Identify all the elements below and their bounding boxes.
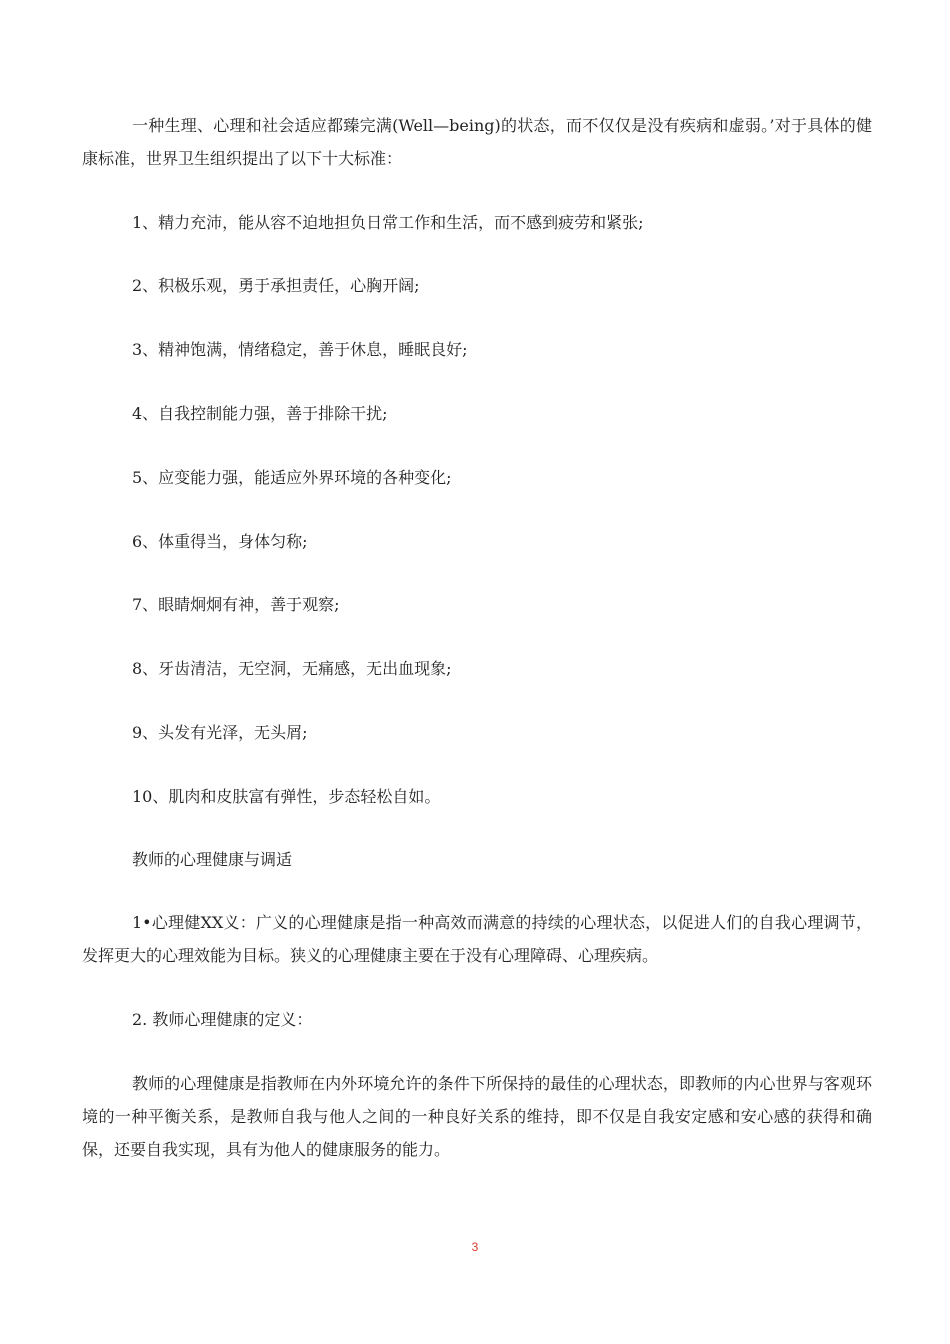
standard-item-2: 2、积极乐观，勇于承担责任，心胸开阔; xyxy=(132,276,420,295)
standard-item-5: 5、应变能力强，能适应外界环境的各种变化; xyxy=(132,468,452,487)
definition-2-heading: 2. 教师心理健康的定义： xyxy=(132,1010,313,1029)
intro-paragraph: 一种生理、心理和社会适应都臻完满(Well—being)的状态，而不仅仅是没有疾病和虚弱。’对于具体的健康标准，世界卫生组织提出了以下十大标准： xyxy=(82,116,872,168)
page-number: 3 xyxy=(471,1240,479,1254)
standard-item-3: 3、精神饱满，情绪稳定，善于休息，睡眠良好; xyxy=(132,340,468,359)
standard-item-1: 1、精力充沛，能从容不迫地担负日常工作和生活，而不感到疲劳和紧张; xyxy=(132,213,644,232)
standard-item-9: 9、头发有光泽，无头屑; xyxy=(132,723,308,742)
standard-item-8: 8、牙齿清洁，无空洞，无痛感，无出血现象; xyxy=(132,659,452,678)
definition-1-paragraph: 1•心理健XX义：广义的心理健康是指一种高效而满意的持续的心理状态，以促进人们的自我心理调节，发挥更大的心理效能为目标。狭义的心理健康主要在于没有心理障碍、心理疾病。 xyxy=(82,913,872,965)
section-heading: 教师的心理健康与调适 xyxy=(132,850,293,869)
standard-item-4: 4、自我控制能力强，善于排除干扰; xyxy=(132,404,388,423)
definition-2-paragraph: 教师的心理健康是指教师在内外环境允许的条件下所保持的最佳的心理状态，即教师的内心世界与客观环境的一种平衡关系，是教师自我与他人之间的一种良好关系的维持，即不仅是自我安定感和安心感的获得和确保，还要自我实现，具有为他人的健康服务的能力。 xyxy=(82,1074,872,1159)
standard-item-10: 10、肌肉和皮肤富有弹性，步态轻松自如。 xyxy=(132,787,441,806)
standard-item-6: 6、体重得当，身体匀称; xyxy=(132,532,308,551)
standard-item-7: 7、眼睛炯炯有神，善于观察; xyxy=(132,595,340,614)
